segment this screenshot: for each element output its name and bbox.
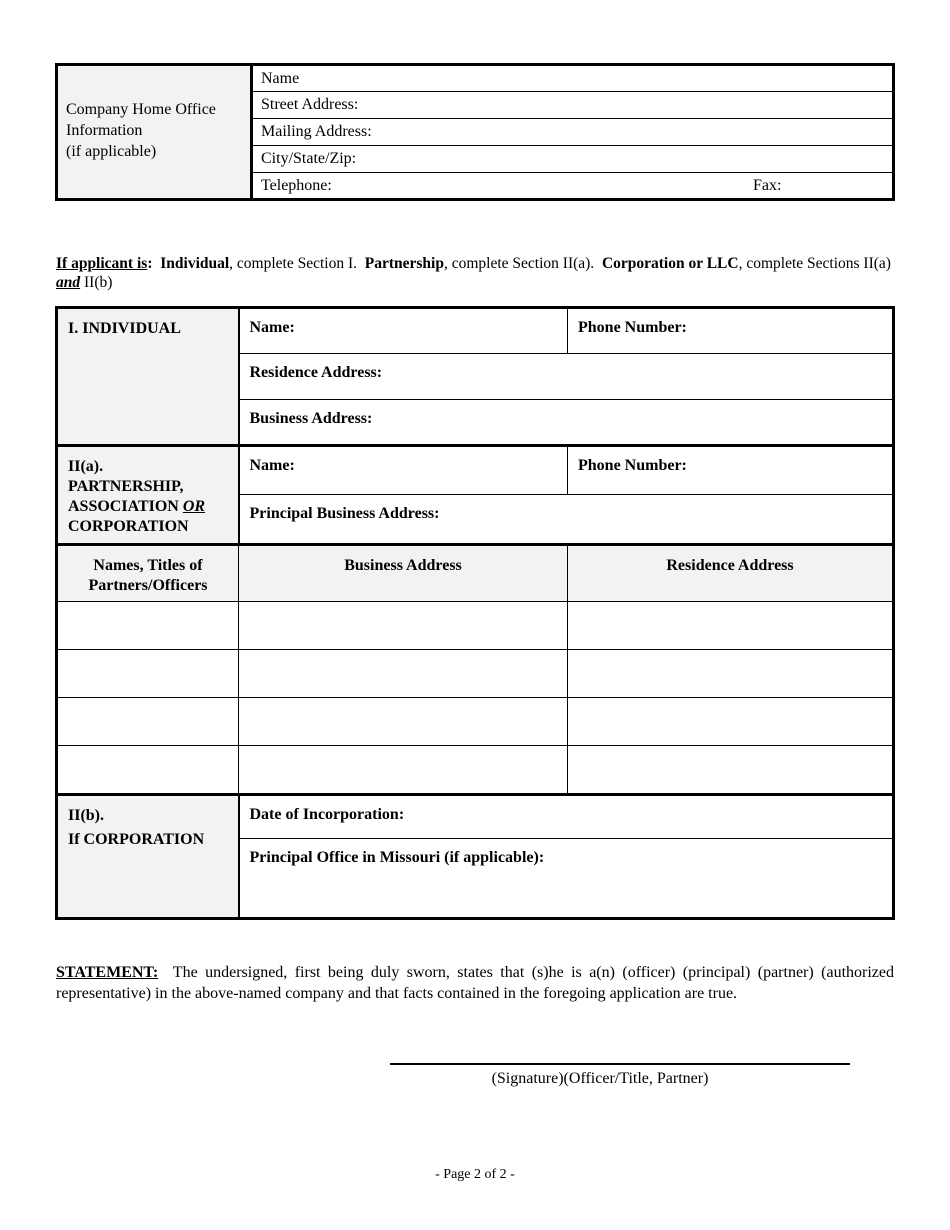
section-corporation-label: II(b). If CORPORATION bbox=[57, 795, 239, 919]
missouri-office-field[interactable]: Principal Office in Missouri (if applicable): bbox=[239, 839, 894, 919]
home-fax-label: Fax: bbox=[753, 177, 782, 194]
table-row bbox=[57, 746, 894, 795]
partnership-principal-address-field[interactable]: Principal Business Address: bbox=[239, 495, 894, 545]
individual-business-field[interactable]: Business Address: bbox=[239, 400, 894, 446]
officer-name-cell[interactable] bbox=[57, 650, 239, 698]
officer-business-cell[interactable] bbox=[239, 602, 568, 650]
home-mailing-field[interactable]: Mailing Address: bbox=[252, 119, 894, 146]
home-office-table bbox=[55, 63, 895, 201]
officer-business-cell[interactable] bbox=[239, 698, 568, 746]
officer-residence-cell[interactable] bbox=[568, 698, 894, 746]
officer-residence-cell[interactable] bbox=[568, 746, 894, 795]
officer-residence-cell[interactable] bbox=[568, 602, 894, 650]
section-individual-label: I. INDIVIDUAL bbox=[57, 308, 239, 446]
signature-caption: (Signature)(Officer/Title, Partner) bbox=[491, 1070, 709, 1087]
officer-business-cell[interactable] bbox=[239, 746, 568, 795]
incorporation-date-field[interactable]: Date of Incorporation: bbox=[239, 795, 894, 839]
table-row bbox=[57, 650, 894, 698]
applicant-instructions: If applicant is: Individual, complete Section I. Partnership, complete Section II(a). Corporation or LLC, complete Sections II(a) and II(b) bbox=[56, 255, 891, 291]
col-header-names: Names, Titles of Partners/Officers bbox=[57, 545, 239, 602]
col-header-business: Business Address bbox=[239, 545, 568, 602]
officer-residence-cell[interactable] bbox=[568, 650, 894, 698]
individual-phone-field[interactable]: Phone Number: bbox=[568, 308, 894, 354]
officer-business-cell[interactable] bbox=[239, 650, 568, 698]
partnership-name-field[interactable]: Name: bbox=[239, 446, 568, 495]
applicant-table bbox=[55, 306, 895, 920]
signature-line[interactable] bbox=[390, 1063, 850, 1065]
home-name-field[interactable]: Name bbox=[252, 65, 894, 92]
officer-name-cell[interactable] bbox=[57, 746, 239, 795]
table-row bbox=[57, 602, 894, 650]
individual-residence-field[interactable]: Residence Address: bbox=[239, 354, 894, 400]
section-partnership-label: II(a). PARTNERSHIP, ASSOCIATION OR CORPORATION bbox=[57, 446, 239, 545]
officer-name-cell[interactable] bbox=[57, 602, 239, 650]
page-number: - Page 2 of 2 - bbox=[435, 1167, 515, 1182]
partnership-phone-field[interactable]: Phone Number: bbox=[568, 446, 894, 495]
individual-name-field[interactable]: Name: bbox=[239, 308, 568, 354]
home-street-field[interactable]: Street Address: bbox=[252, 92, 894, 119]
home-office-label: Company Home Office Information (if applicable) bbox=[57, 65, 252, 200]
home-city-field[interactable]: City/State/Zip: bbox=[252, 146, 894, 173]
sworn-statement: STATEMENT: The undersigned, first being duly sworn, states that (s)he is a(n) (officer) (principal) (partner) (authorized representative) in the above-named company and that facts contained in the foregoing application are true. bbox=[56, 964, 894, 1002]
officer-name-cell[interactable] bbox=[57, 698, 239, 746]
table-row bbox=[57, 698, 894, 746]
home-telephone-field[interactable]: Telephone: Fax: bbox=[252, 173, 894, 200]
col-header-residence: Residence Address bbox=[568, 545, 894, 602]
